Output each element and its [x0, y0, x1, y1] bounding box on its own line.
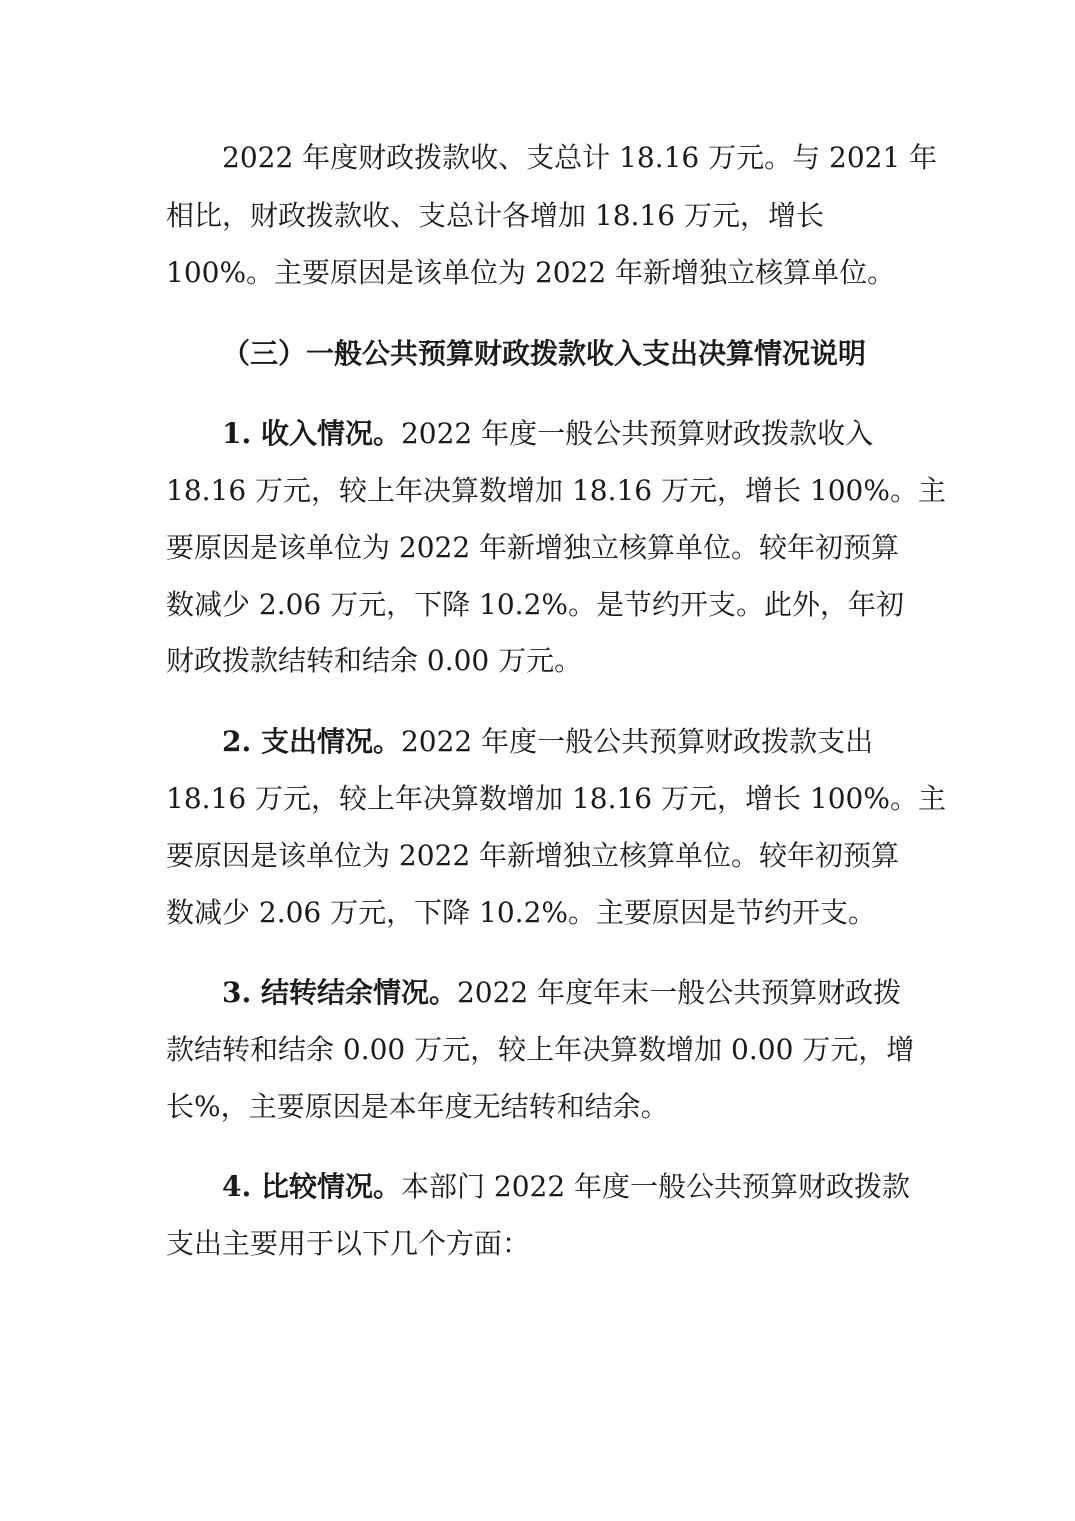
- item1-line-1: [0, 414, 1075, 454]
- item3-first-line-text: 2022 年度年末一般公共预算财政拨: [456, 976, 902, 1009]
- para1-line-1: 2022 年度财政拨款收、支总计 18.16 万元。与 2021 年: [222, 141, 938, 174]
- item4-line-1: [0, 1167, 1075, 1207]
- item2-line-2: 18.16 万元，较上年决算数增加 18.16 万元，增长 100%。主: [166, 782, 946, 815]
- item2-line-3: 要原因是该单位为 2022 年新增独立核算单位。较年初预算: [166, 839, 900, 872]
- item1-line-2: 18.16 万元，较上年决算数增加 18.16 万元，增长 100%。主: [166, 474, 946, 507]
- item3-line-1: [0, 973, 1075, 1013]
- item1-line-5: 财政拨款结转和结余 0.00 万元。: [166, 644, 583, 677]
- item1-line-3: 要原因是该单位为 2022 年新增独立核算单位。较年初预算: [166, 531, 900, 564]
- para1-line-3: 100%。主要原因是该单位为 2022 年新增独立核算单位。: [166, 256, 896, 289]
- item4-line-2: 支出主要用于以下几个方面：: [166, 1227, 531, 1260]
- item3-label: 3. 结转结余情况。: [222, 976, 457, 1009]
- item4-label: 4. 比较情况。: [222, 1170, 401, 1203]
- item4-first-line-text: 本部门 2022 年度一般公共预算财政拨款: [400, 1170, 911, 1203]
- item1-label: 1. 收入情况。: [222, 417, 401, 450]
- item2-line-1: [0, 722, 1075, 762]
- item2-label: 2. 支出情况。: [222, 725, 401, 758]
- section-heading: （三）一般公共预算财政拨款收入支出决算情况说明: [222, 337, 867, 370]
- item3-line-3: 长%，主要原因是本年度无结转和结余。: [166, 1090, 669, 1123]
- item1-line-4: 数减少 2.06 万元，下降 10.2%。是节约开支。此外，年初: [166, 588, 904, 621]
- item2-first-line-text: 2022 年度一般公共预算财政拨款支出: [400, 725, 874, 758]
- item1-first-line-text: 2022 年度一般公共预算财政拨款收入: [400, 417, 874, 450]
- item2-line-4: 数减少 2.06 万元，下降 10.2%。主要原因是节约开支。: [166, 896, 876, 929]
- para1-line-2: 相比，财政拨款收、支总计各增加 18.16 万元，增长: [166, 199, 824, 232]
- item3-line-2: 款结转和结余 0.00 万元，较上年决算数增加 0.00 万元，增: [166, 1033, 915, 1066]
